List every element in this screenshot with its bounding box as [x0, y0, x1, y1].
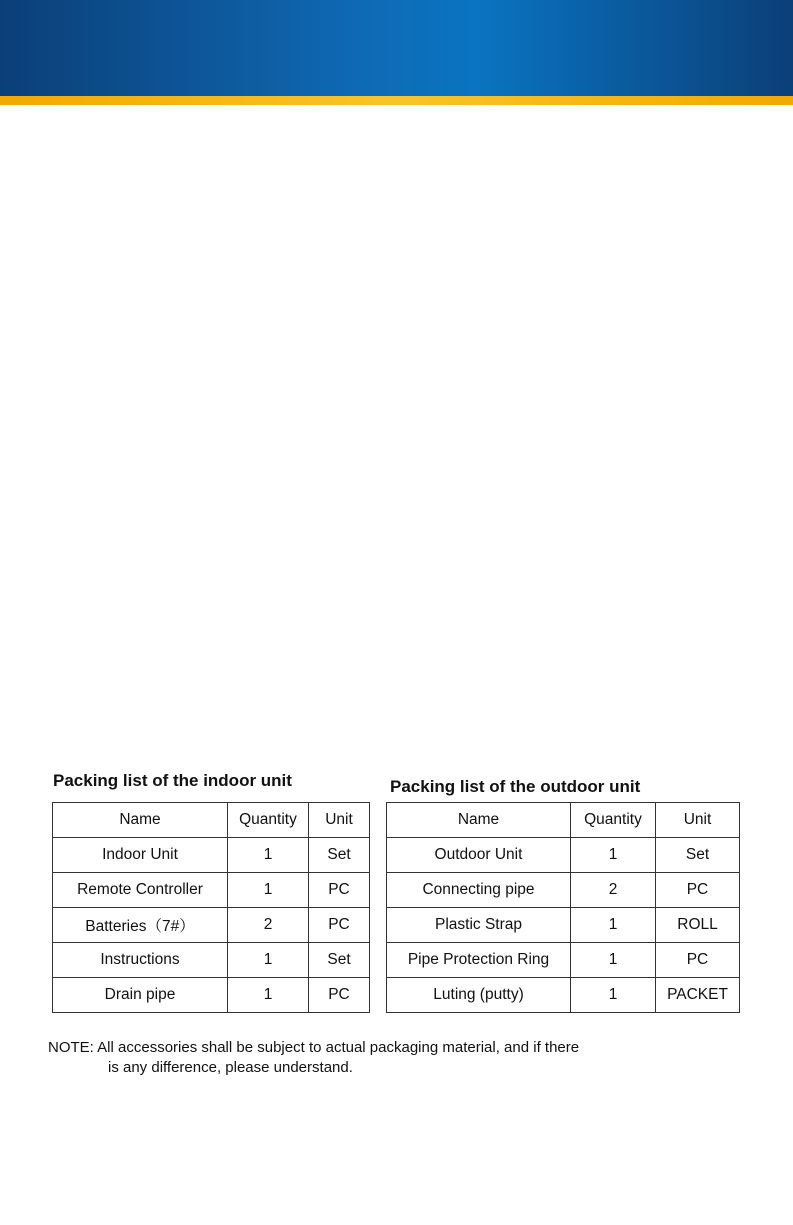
cell-quantity: 1	[228, 943, 309, 978]
cell-quantity: 1	[228, 873, 309, 908]
cell-quantity: 1	[571, 908, 656, 943]
cell-unit: Set	[309, 838, 370, 873]
header-banner	[0, 0, 793, 96]
cell-quantity: 1	[571, 838, 656, 873]
cell-name: Luting (putty)	[387, 978, 571, 1013]
table-row	[387, 908, 740, 943]
outdoor-list-title: Packing list of the outdoor unit	[390, 777, 641, 796]
outdoor-packing-table	[386, 802, 740, 1013]
cell-unit: PC	[309, 873, 370, 908]
cell-quantity: 1	[228, 838, 309, 873]
header-stripe	[0, 96, 793, 105]
header-cell-unit: Unit	[309, 803, 370, 838]
cell-name: Pipe Protection Ring	[387, 943, 571, 978]
cell-unit: PC	[309, 908, 370, 943]
indoor-list-title: Packing list of the indoor unit	[53, 771, 292, 790]
table-row	[387, 873, 740, 908]
header-cell-name: Name	[53, 803, 228, 838]
cell-name: Remote Controller	[53, 873, 228, 908]
table-row	[387, 943, 740, 978]
cell-unit: ROLL	[656, 908, 740, 943]
note-line-1: NOTE: All accessories shall be subject to actual packaging material, and if there	[48, 1039, 580, 1056]
note-line-2: is any difference, please understand.	[108, 1059, 353, 1076]
cell-quantity: 1	[571, 943, 656, 978]
table-header-row	[387, 803, 740, 838]
cell-quantity: 1	[571, 978, 656, 1013]
table-header-row	[53, 803, 370, 838]
cell-unit: PACKET	[656, 978, 740, 1013]
cell-name: Connecting pipe	[387, 873, 571, 908]
table-row	[53, 908, 370, 943]
table-row	[53, 978, 370, 1013]
cell-unit: PC	[656, 873, 740, 908]
table-row	[53, 943, 370, 978]
header-cell-name: Name	[387, 803, 571, 838]
header-cell-unit: Unit	[656, 803, 740, 838]
cell-unit: Set	[656, 838, 740, 873]
header-cell-quantity: Quantity	[228, 803, 309, 838]
indoor-packing-table	[52, 802, 370, 1013]
table-row	[53, 873, 370, 908]
accessories-note	[48, 1038, 579, 1078]
table-row	[53, 838, 370, 873]
table-row	[387, 978, 740, 1013]
cell-name: Indoor Unit	[53, 838, 228, 873]
cell-unit: PC	[309, 978, 370, 1013]
header-cell-quantity: Quantity	[571, 803, 656, 838]
cell-name: Plastic Strap	[387, 908, 571, 943]
cell-name: Outdoor Unit	[387, 838, 571, 873]
cell-unit: Set	[309, 943, 370, 978]
cell-quantity: 2	[228, 908, 309, 943]
cell-quantity: 2	[571, 873, 656, 908]
cell-name: Instructions	[53, 943, 228, 978]
cell-name: Drain pipe	[53, 978, 228, 1013]
cell-quantity: 1	[228, 978, 309, 1013]
cell-unit: PC	[656, 943, 740, 978]
table-row	[387, 838, 740, 873]
cell-name: Batteries（7#）	[53, 908, 228, 943]
